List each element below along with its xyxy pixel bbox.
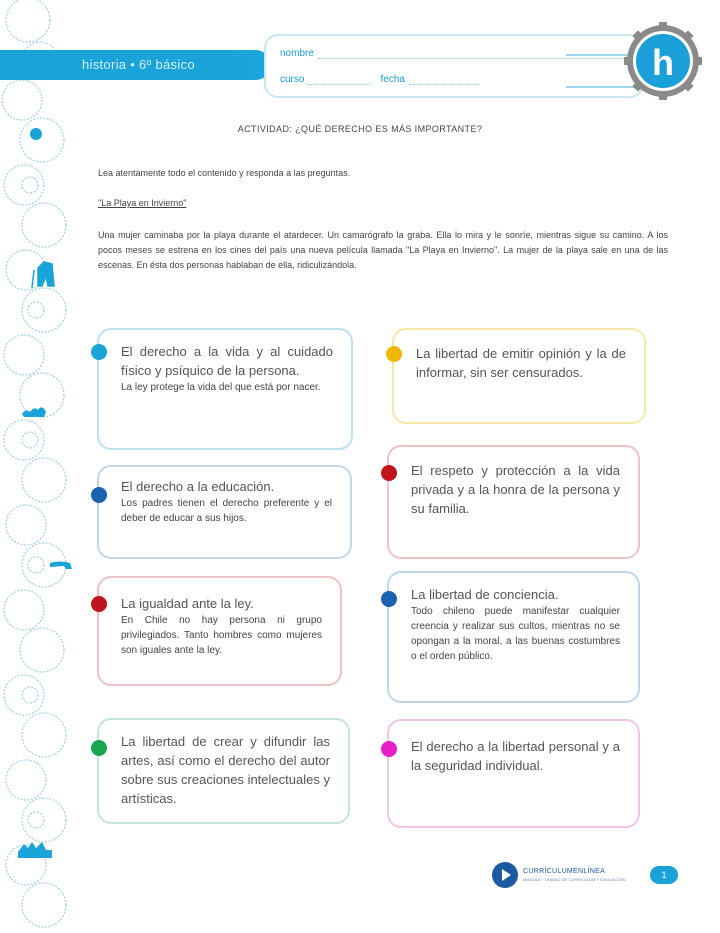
right-card-liberty: El derecho a la libertad personal y a la seguridad individual. xyxy=(387,719,640,828)
right-card-arts: La libertad de crear y difundir las artes, así como el derecho del autor sobre sus creaciones intelectuales y artísticas. xyxy=(97,718,350,824)
name-field[interactable]: nombre xyxy=(280,48,628,59)
right-card-conscience: La libertad de conciencia. Todo chileno puede manifestar cualquier creencia y realizar sus cultos, mientras no se opongan a la moral, a las buenas costumbres o el orden público. xyxy=(387,571,640,703)
right-card-education: El derecho a la educación. Los padres tienen el derecho preferente y el deber de educar a sus hijos. xyxy=(97,465,352,559)
bullet-dot-icon xyxy=(91,596,107,612)
name-input-line[interactable] xyxy=(318,49,628,59)
right-card-equality: La igualdad ante la ley. En Chile no hay persona ni grupo privilegiados. Tanto hombres como mujeres son iguales ante la ley. xyxy=(97,576,342,686)
right-card-privacy: El respeto y protección a la vida privada y a la honra de la persona y su familia. xyxy=(387,445,640,559)
play-logo-icon xyxy=(492,862,518,888)
decorative-swirl-border xyxy=(0,0,80,933)
svg-text:h: h xyxy=(652,42,674,83)
history-logo-icon xyxy=(624,22,702,100)
course-input-line[interactable] xyxy=(308,75,370,85)
ship-icon xyxy=(18,842,52,858)
instructions: Lea atentamente todo el contenido y responda a las preguntas. xyxy=(98,168,351,178)
page-number: 1 xyxy=(650,866,678,884)
bullet-dot-icon xyxy=(91,740,107,756)
student-info-box xyxy=(264,34,644,98)
bullet-dot-icon xyxy=(381,741,397,757)
explorer-icon xyxy=(32,262,54,288)
curriculum-logo: CURRÍCULUMENLÍNEA MINEDUC · UNIDAD DE CURRÍCULUM Y EVALUACIÓN xyxy=(492,862,625,888)
course-date-row: curso fecha xyxy=(280,74,479,85)
right-card-life: El derecho a la vida y al cuidado físico y psíquico de la persona. La ley protege la vida del que está por nacer. xyxy=(97,328,353,450)
bullet-dot-icon xyxy=(91,487,107,503)
story-paragraph: Una mujer caminaba por la playa durante el atardecer. Un camarógrafo la graba. Ella lo mira y le sonríe, mientras sigue su camino. A los pocos meses se estrena en los cines del país una nueva película llamada "La Playa en Invierno". La mujer de la playa sale en una de las escenas. En ésta dos personas hablaban de ella, ridiculizándola. xyxy=(98,230,668,270)
activity-title: ACTIVIDAD: ¿QUÉ DERECHO ES MÁS IMPORTANTE? xyxy=(237,124,483,134)
cannon-icon xyxy=(50,562,72,570)
subject-label: historia • 6º básico xyxy=(82,57,195,72)
bullet-dot-icon xyxy=(91,344,107,360)
bullet-dot-icon xyxy=(381,465,397,481)
subject-banner xyxy=(0,50,270,80)
right-card-opinion: La libertad de emitir opinión y la de informar, sin ser censurados. xyxy=(392,328,646,424)
date-input-line[interactable] xyxy=(409,75,479,85)
bullet-dot-icon xyxy=(386,346,402,362)
story-title: "La Playa en Invierno" xyxy=(98,198,187,208)
bullet-dot-icon xyxy=(381,591,397,607)
